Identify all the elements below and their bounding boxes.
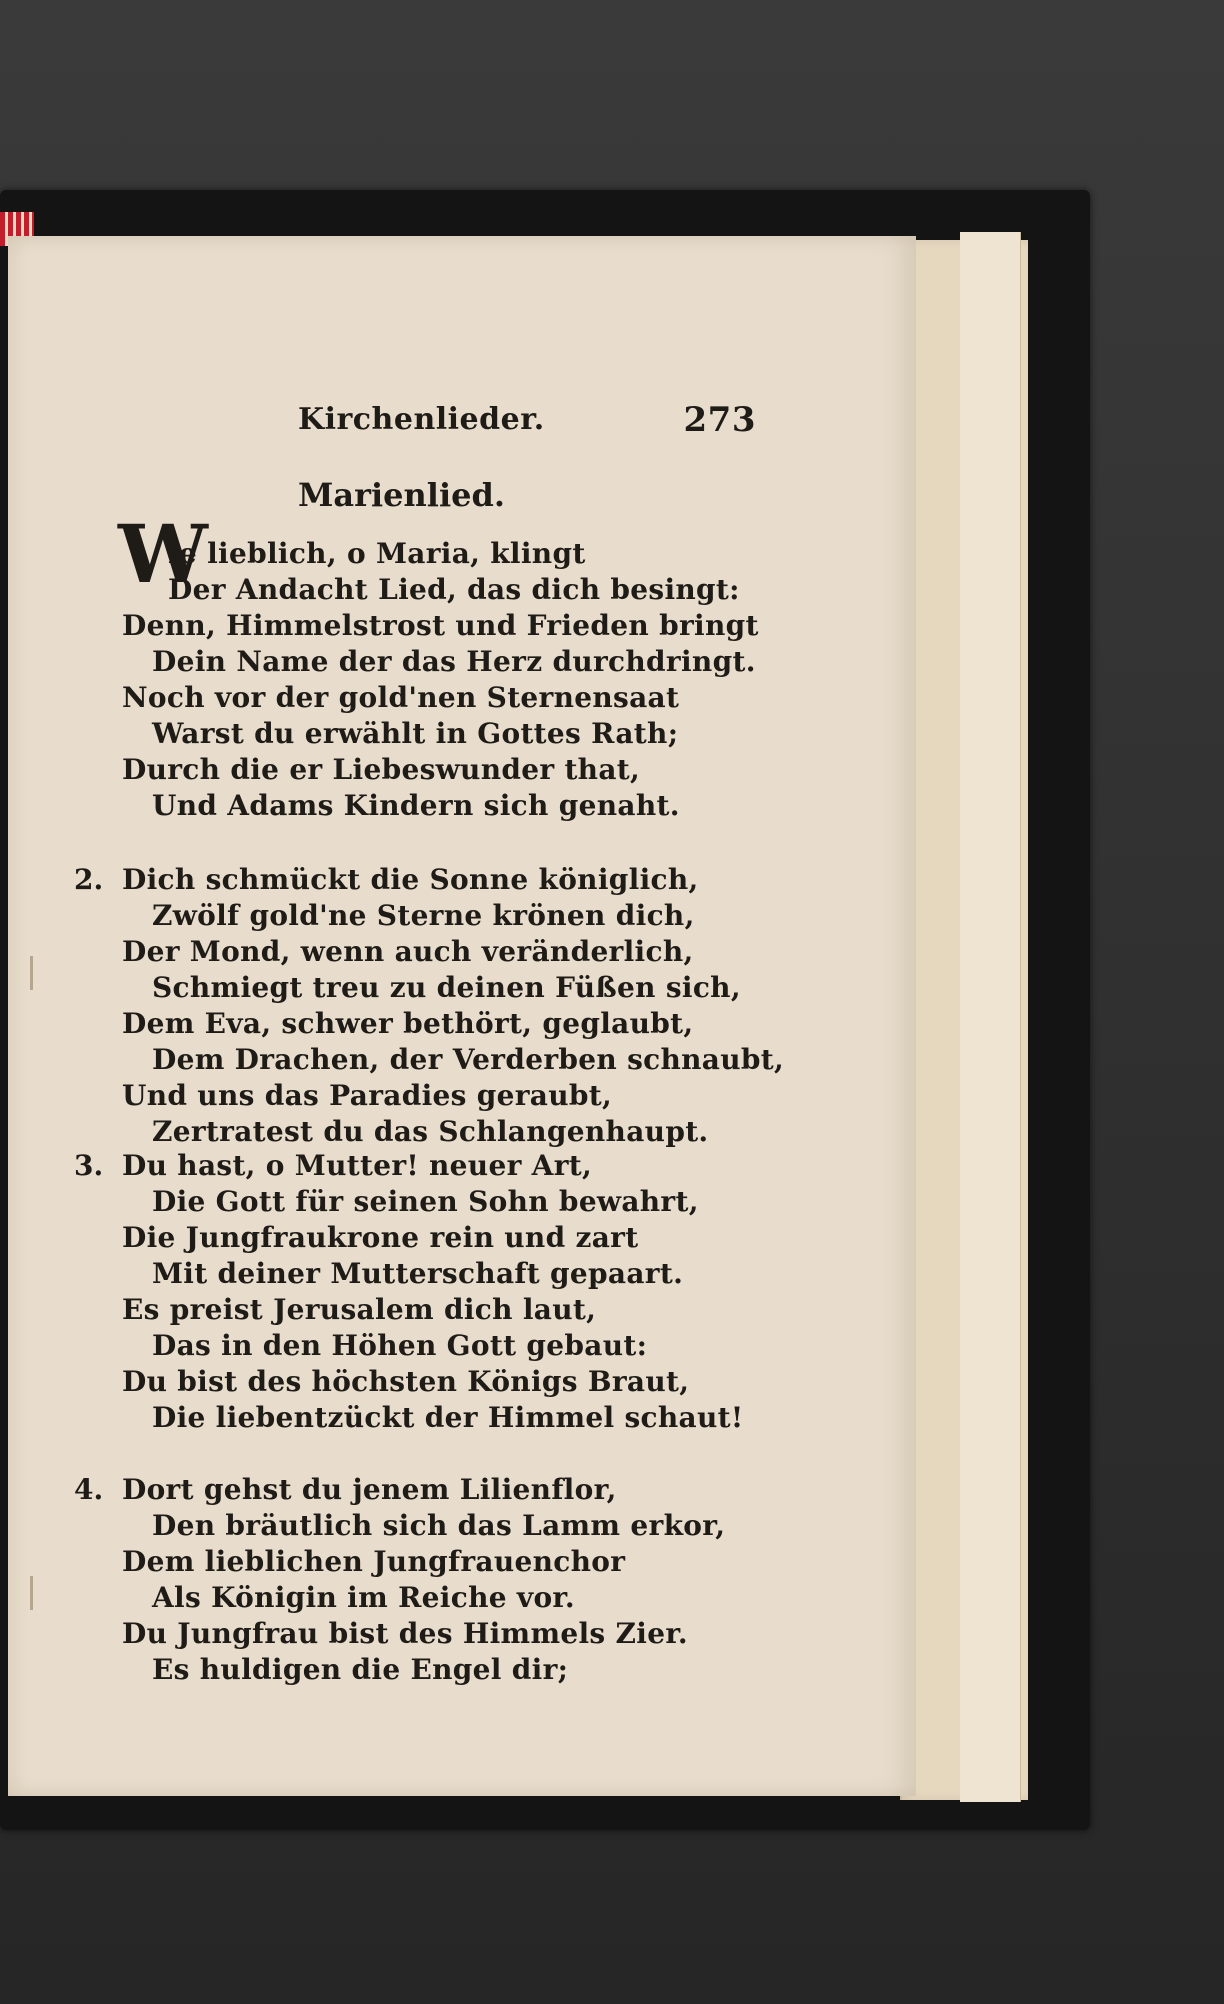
drop-cap: W (118, 507, 208, 601)
verse-line: Der Mond, wenn auch veränderlich, (122, 935, 694, 968)
verse-line: Es huldigen die Engel dir; (152, 1653, 569, 1686)
page-stack-edge (960, 232, 1021, 1802)
margin-mark (30, 956, 33, 990)
verse-number: 4. (74, 1473, 104, 1506)
verse-number: 2. (74, 863, 104, 896)
running-title: Kirchenlieder. (298, 402, 545, 437)
page-number: 273 (683, 400, 756, 440)
verse-line: Es preist Jerusalem dich laut, (122, 1293, 597, 1326)
verse-line: Die liebentzückt der Himmel schaut! (152, 1401, 744, 1434)
verse-line: Du hast, o Mutter! neuer Art, (122, 1149, 593, 1182)
hymn-title: Marienlied. (298, 476, 505, 514)
verse-line: Dem Eva, schwer bethört, geglaubt, (122, 1007, 694, 1040)
verse-line: Dich schmückt die Sonne königlich, (122, 863, 699, 896)
verse-line: Als Königin im Reiche vor. (152, 1581, 575, 1614)
verse-line: Das in den Höhen Gott gebaut: (152, 1329, 648, 1362)
verse-line: Zertratest du das Schlangenhaupt. (152, 1115, 709, 1148)
verse-line: Du Jungfrau bist des Himmels Zier. (122, 1617, 688, 1650)
verse-line: Dort gehst du jenem Lilienflor, (122, 1473, 617, 1506)
verse-line: Noch vor der gold'nen Sternensaat (122, 681, 680, 714)
verse-line: Mit deiner Mutterschaft gepaart. (152, 1257, 684, 1290)
verse-line: Die Jungfraukrone rein und zart (122, 1221, 639, 1254)
book-page (8, 236, 916, 1796)
verse-line: Warst du erwählt in Gottes Rath; (152, 717, 679, 750)
verse-line: Schmiegt treu zu deinen Füßen sich, (152, 971, 741, 1004)
verse-line: Durch die er Liebeswunder that, (122, 753, 641, 786)
page-text (8, 236, 916, 1796)
verse-line: Zwölf gold'ne Sterne krönen dich, (152, 899, 695, 932)
running-header (286, 402, 756, 448)
verse-line: Den bräutlich sich das Lamm erkor, (152, 1509, 726, 1542)
verse-line: Die Gott für seinen Sohn bewahrt, (152, 1185, 699, 1218)
verse-line: Du bist des höchsten Königs Braut, (122, 1365, 690, 1398)
verse-line: Und Adams Kindern sich genaht. (152, 789, 680, 822)
verse-line: ie lieblich, o Maria, klingt (168, 537, 586, 570)
margin-mark (30, 1576, 33, 1610)
verse-line: Und uns das Paradies geraubt, (122, 1079, 613, 1112)
verse-line: Denn, Himmelstrost und Frieden bringt (122, 609, 759, 642)
verse-number: 3. (74, 1149, 104, 1182)
verse-line: Dem Drachen, der Verderben schnaubt, (152, 1043, 785, 1076)
verse-line: Der Andacht Lied, das dich besingt: (168, 573, 740, 606)
verse-line: Dem lieblichen Jungfrauenchor (122, 1545, 626, 1578)
verse-line: Dein Name der das Herz durchdringt. (152, 645, 756, 678)
